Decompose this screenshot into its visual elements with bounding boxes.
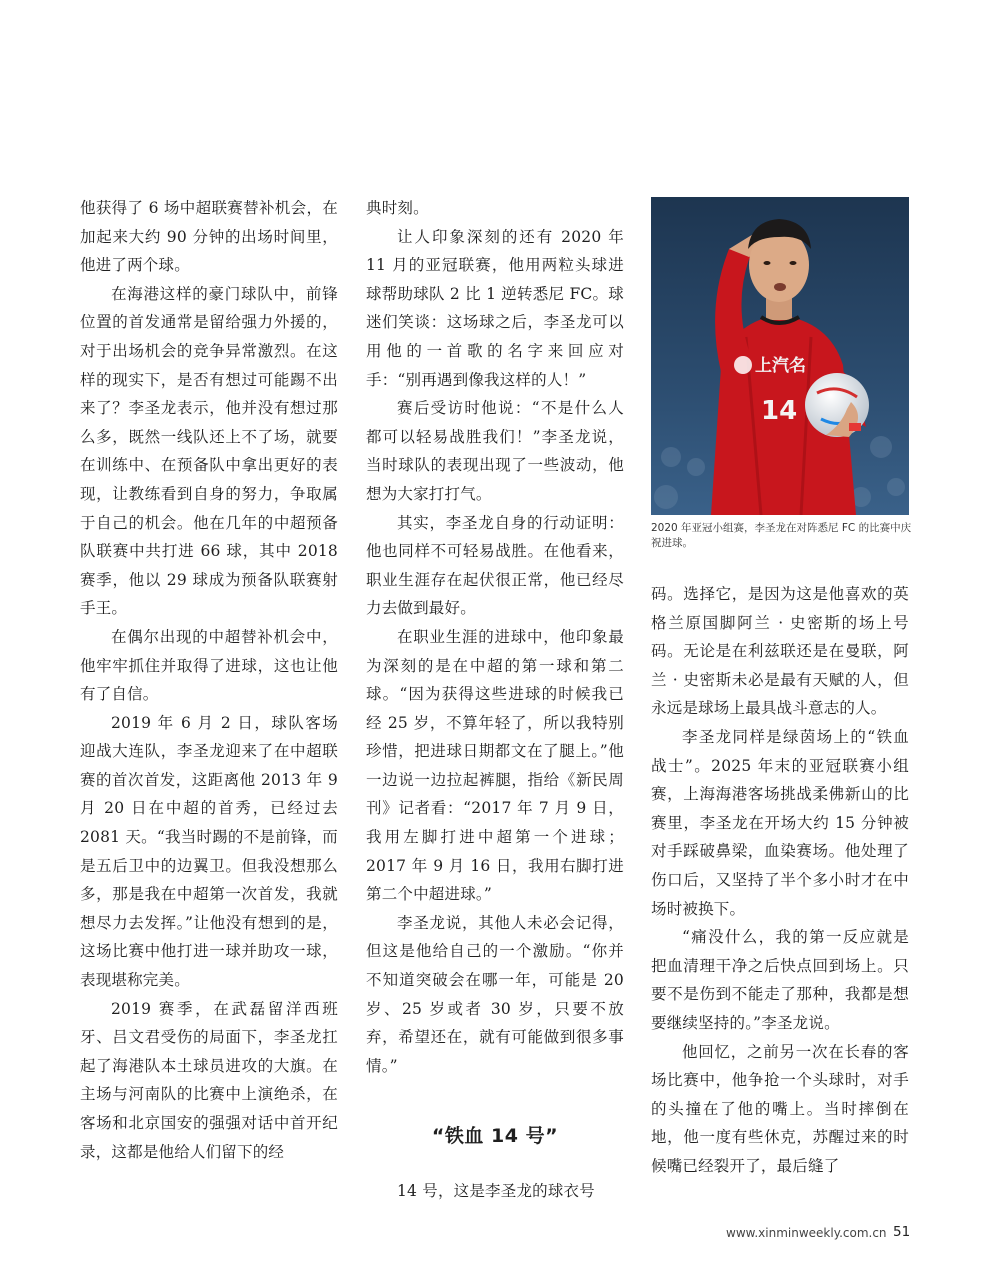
paragraph: 李圣龙同样是绿茵场上的“铁血战士”。2025 年末的亚冠联赛小组赛，上海海港客场挑战柔佛新山的比赛里，李圣龙在开场大约 15 分钟被对手踩破鼻梁，血染赛场。他处理了伤口后，又坚持了半个多小时才在中场时被换下。 xyxy=(651,727,909,918)
paragraph: 在职业生涯的进球中，他印象最为深刻的是在中超的第一球和第二球。“因为获得这些进球的时候我已经 25 岁，不算年轻了，所以我特别珍惜，把进球日期都文在了腿上。”他一边说一边拉起裤腿，指给《新民周刊》记者看：“2017 年 7 月 9 日，我用左脚打进中超第一个进球；2017 年 9 月 16 日，我用右脚打进第二个中超进球。” xyxy=(366,627,624,904)
paragraph: 2019 年 6 月 2 日，球队客场迎战大连队，李圣龙迎来了在中超联赛的首次首发，这距离他 2013 年 9 月 20 日在中超的首秀，已经过去 2081 天。“我当时踢的不是前锋，而是五后卫中的边翼卫。但我没想那么多，那是我在中超第一次首发，我就想尽力去发挥。”让他没有想到的是，这场比赛中他打进一球并助攻一球，表现堪称完美。 xyxy=(80,713,338,990)
jersey-number: 14 xyxy=(761,396,798,426)
paragraph: 在海港这样的豪门球队中，前锋位置的首发通常是留给强力外援的，对于出场机会的竞争异常激烈。在这样的现实下，是否有想过可能踢不出来了？李圣龙表示，他并没有想过那么多，既然一线队还上不了场，就要在训练中、在预备队中拿出更好的表现，让教练看到自身的努力，争取属于自己的机会。他在几年的中超预备队联赛中共打进 66 球，其中 2018 赛季，他以 29 球成为预备队联赛射手王。 xyxy=(80,284,338,618)
text-column-2 xyxy=(366,194,624,1206)
paragraph: 李圣龙说，其他人未必会记得，但这是他给自己的一个激励。“你并不知道突破会在哪一年，可能是 20 岁、25 岁或者 30 岁，只要不放弃，希望还在，就有可能做到很多事情。” xyxy=(366,913,624,1075)
text-column-3 xyxy=(651,580,909,1180)
photo-caption: 2020 年亚冠小组赛，李圣龙在对阵悉尼 FC 的比赛中庆祝进球。 xyxy=(651,522,912,549)
paragraph: 其实，李圣龙自身的行动证明：他也同样不可轻易战胜。在他看来，职业生涯存在起伏很正常，他已经尽力去做到最好。 xyxy=(366,513,624,618)
paragraph: 让人印象深刻的还有 2020 年 11 月的亚冠联赛，他用两粒头球进球帮助球队 2 比 1 逆转悉尼 FC。球迷们笑谈：这场球之后，李圣龙可以用他的一首歌的名字来回应对手：“别再遇到像我这样的人！” xyxy=(366,227,624,389)
paragraph: “痛没什么，我的第一反应就是把血清理干净之后快点回到场上。只要不是伤到不能走了那种，我都是想要继续坚持的。”李圣龙说。 xyxy=(651,928,909,1032)
player-celebration-photo xyxy=(651,197,909,515)
paragraph: 2019 赛季，在武磊留洋西班牙、吕文君受伤的局面下，李圣龙扛起了海港队本土球员进攻的大旗。在主场与河南队的比赛中上演绝杀，在客场和北京国安的强强对话中首开纪录，这都是他给人们留下的经 xyxy=(80,999,338,1161)
paragraph: 14 号，这是李圣龙的球衣号 xyxy=(397,1182,595,1200)
jersey-sponsor: 上汽名 xyxy=(755,356,806,376)
footer-url: www.xinminweekly.com.cn xyxy=(726,1226,887,1240)
paragraph: 他回忆，之前另一次在长春的客场比赛中，他争抢一个头球时，对手的头撞在了他的嘴上。当时摔倒在地，他一度有些休克，苏醒过来的时候嘴已经裂开了，最后缝了 xyxy=(651,1042,909,1175)
paragraph: 他获得了 6 场中超联赛替补机会，在加起来大约 90 分钟的出场时间里，他进了两个球。 xyxy=(80,199,338,275)
paragraph: 码。选择它，是因为这是他喜欢的英格兰原国脚阿兰 · 史密斯的场上号码。无论是在利兹联还是在曼联，阿兰 · 史密斯未必是最有天赋的人，但永远是球场上最具战斗意志的人。 xyxy=(651,585,909,718)
paragraph: 典时刻。 xyxy=(366,199,429,217)
section-subheading: “铁血 14 号” xyxy=(431,1125,559,1148)
page-number: 51 xyxy=(893,1224,911,1240)
paragraph: 在偶尔出现的中超替补机会中，他牢牢抓住并取得了进球，这也让他有了自信。 xyxy=(80,627,338,704)
paragraph: 赛后受访时他说：“不是什么人都可以轻易战胜我们！”李圣龙说，当时球队的表现出现了一些波动，他想为大家打打气。 xyxy=(366,399,624,503)
photo-illustration xyxy=(651,197,909,515)
text-column-1 xyxy=(80,194,338,1166)
